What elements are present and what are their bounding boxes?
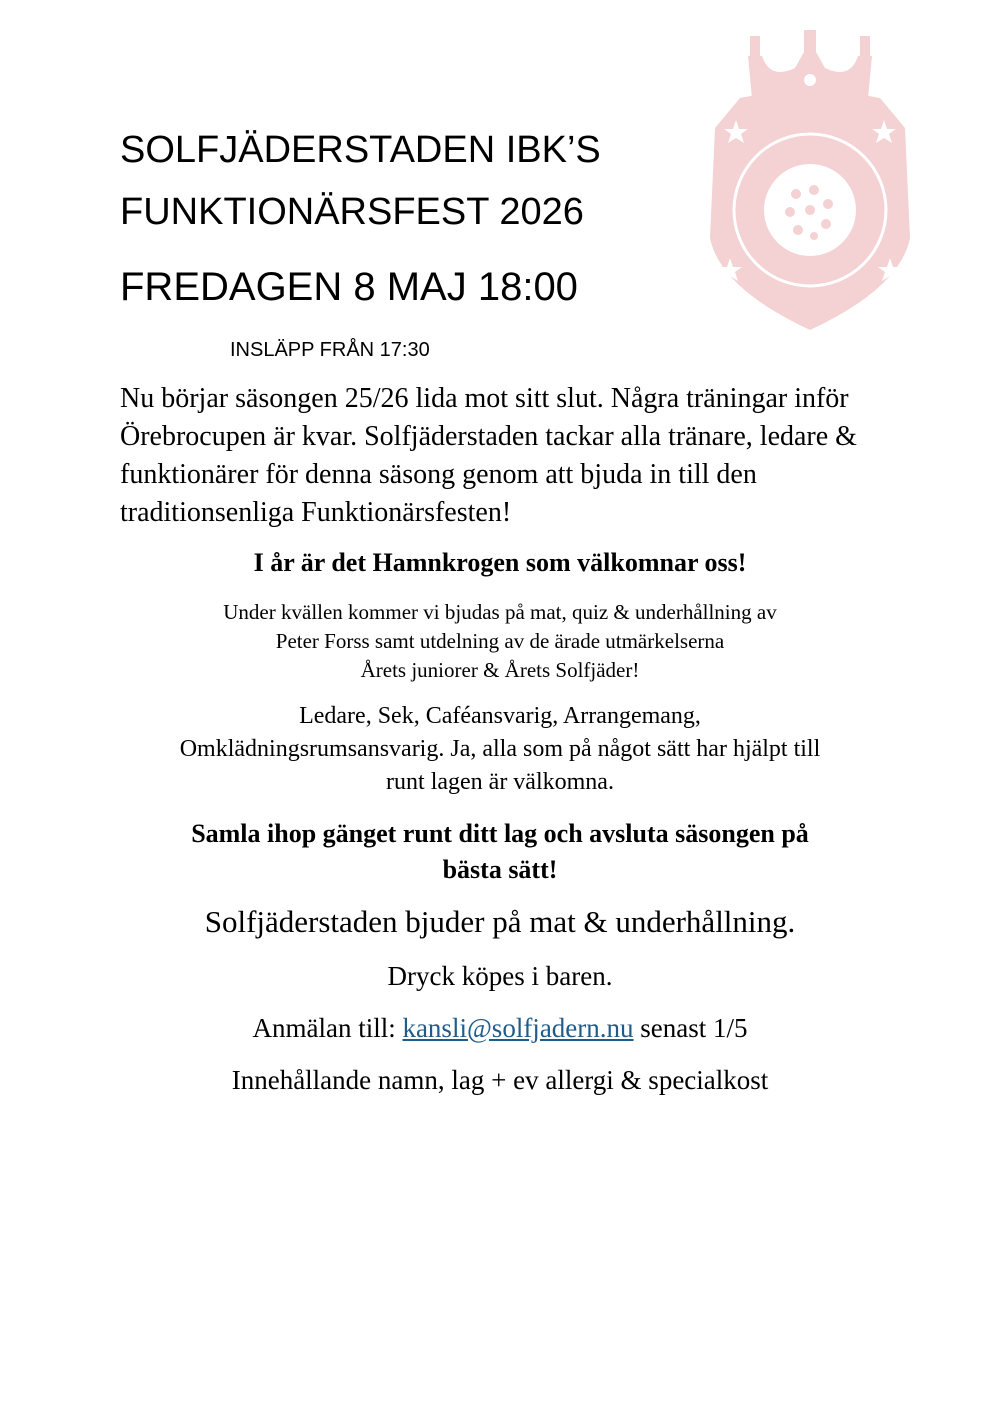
club-crest-icon	[700, 28, 920, 338]
gather-line: Samla ihop gänget runt ditt lag och avsluta säsongen på	[191, 819, 809, 848]
drink-note: Dryck köpes i baren.	[387, 961, 613, 991]
signup-deadline: senast 1/5	[633, 1013, 748, 1043]
food-note: Solfjäderstaden bjuder på mat & underhållning.	[204, 904, 796, 939]
evening-line: Peter Forss samt utdelning av de ärade utmärkelserna	[275, 629, 725, 653]
event-title-line-1: SOLFJÄDERSTADEN IBK’S	[120, 129, 601, 171]
gather-callout	[100, 816, 900, 888]
invited-guests	[100, 700, 900, 799]
signup-contents: Innehållande namn, lag + ev allergi & specialkost	[231, 1065, 769, 1095]
event-date: FREDAGEN 8 MAJ 18:00	[120, 265, 578, 309]
entry-time: INSLÄPP FRÅN 17:30	[230, 339, 430, 361]
signup-line	[100, 1010, 900, 1046]
evening-program	[100, 598, 900, 685]
gather-line: bästa sätt!	[442, 855, 558, 884]
guests-line: runt lagen är välkomna.	[386, 769, 614, 795]
evening-line: Under kvällen kommer vi bjudas på mat, quiz & underhållning av	[223, 600, 777, 624]
venue-announcement: I år är det Hamnkrogen som välkomnar oss!	[253, 548, 747, 577]
guests-line: Omklädningsrumsansvarig. Ja, alla som på något sätt har hjälpt till	[179, 736, 821, 762]
evening-line: Årets juniorer & Årets Solfjäder!	[360, 658, 640, 682]
intro-paragraph: Nu börjar säsongen 25/26 lida mot sitt slut. Några träningar inför Örebrocupen är kvar. Solfjäderstaden tackar alla tränare, ledare & funktionärer för denna säsong genom att bjuda in till den traditionsenliga Funktionärsfesten!	[120, 383, 857, 528]
event-title-line-2: FUNKTIONÄRSFEST 2026	[120, 191, 584, 233]
signup-label: Anmälan till:	[252, 1013, 403, 1043]
signup-email-link[interactable]: kansli@solfjadern.nu	[402, 1013, 634, 1043]
guests-line: Ledare, Sek, Caféansvarig, Arrangemang,	[299, 703, 701, 729]
